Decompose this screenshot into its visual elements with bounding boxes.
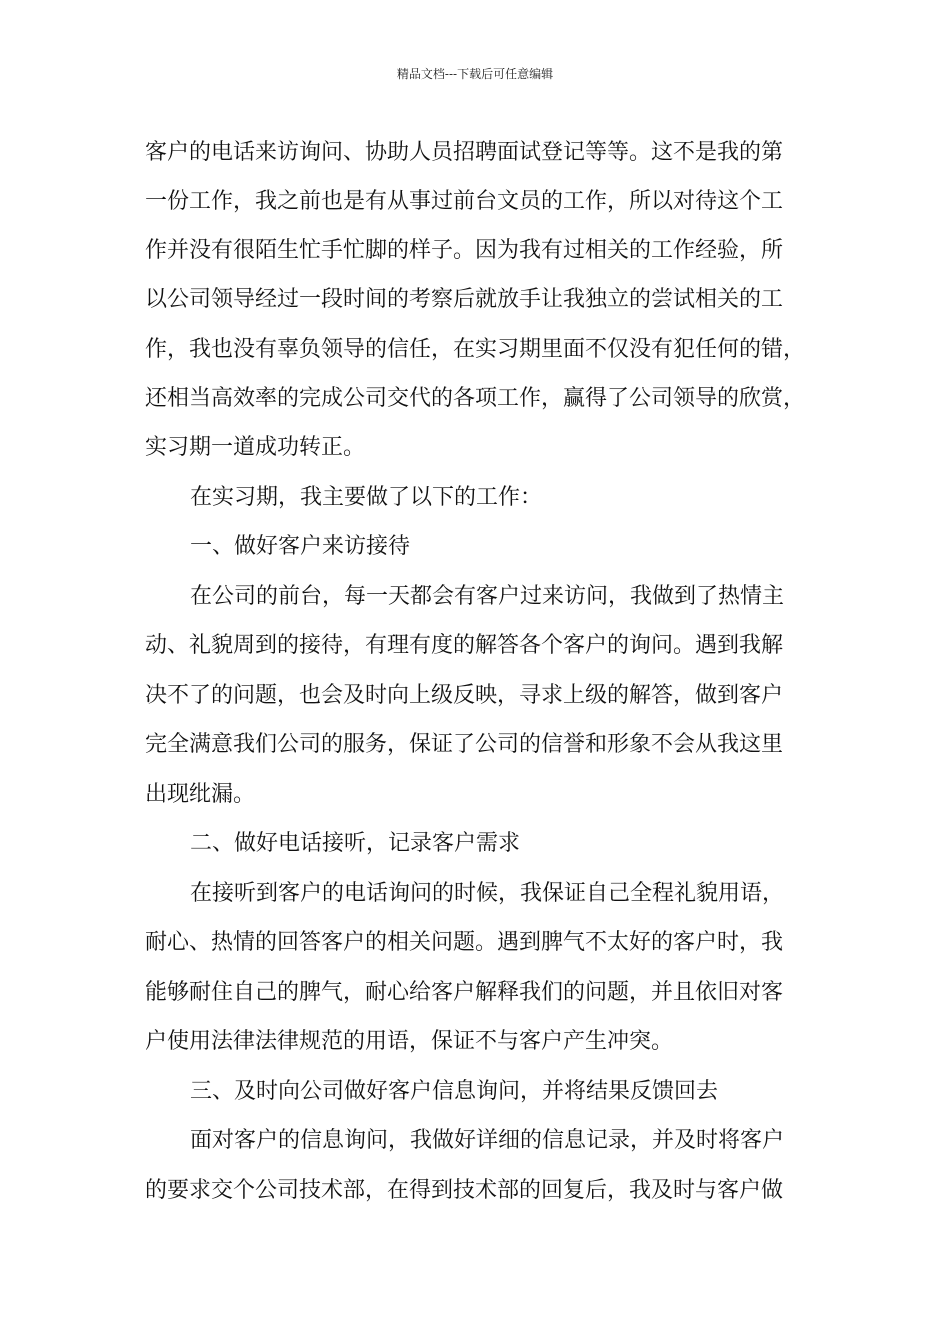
body-text-line: 作，我也没有辜负领导的信任，在实习期里面不仅没有犯任何的错，: [145, 337, 806, 362]
body-text-line: 能够耐住自己的脾气，耐心给客户解释我们的问题，并且依旧对客: [145, 980, 784, 1005]
body-text-line: 决不了的问题，也会及时向上级反映，寻求上级的解答，做到客户: [145, 683, 784, 708]
section-heading-3: 三、及时向公司做好客户信息询问，并将结果反馈回去: [190, 1079, 719, 1104]
body-text-line: 在接听到客户的电话询问的时候，我保证自己全程礼貌用语，: [190, 881, 785, 906]
body-text-line: 的要求交个公司技术部，在得到技术部的回复后，我及时与客户做: [145, 1178, 784, 1203]
section-heading-1: 一、做好客户来访接待: [190, 534, 411, 559]
body-text-line: 作并没有很陌生忙手忙脚的样子。因为我有过相关的工作经验，所: [145, 238, 784, 263]
body-text-line: 完全满意我们公司的服务，保证了公司的信誉和形象不会从我这里: [145, 732, 784, 757]
body-text-line: 耐心、热情的回答客户的相关问题。遇到脾气不太好的客户时，我: [145, 930, 784, 955]
body-text-line: 面对客户的信息询问，我做好详细的信息记录，并及时将客户: [190, 1128, 785, 1153]
body-text-line: 户使用法律法律规范的用语，保证不与客户产生冲突。: [145, 1029, 674, 1054]
body-text-line: 还相当高效率的完成公司交代的各项工作，赢得了公司领导的欣赏，: [145, 386, 806, 411]
body-text-line: 一份工作，我之前也是有从事过前台文员的工作，所以对待这个工: [145, 189, 784, 214]
intro-line: 在实习期，我主要做了以下的工作：: [190, 485, 543, 510]
body-text-line: 实习期一道成功转正。: [145, 435, 366, 460]
body-text-line: 动、礼貌周到的接待，有理有度的解答各个客户的询问。遇到我解: [145, 633, 784, 658]
body-text-line: 客户的电话来访询问、协助人员招聘面试登记等等。这不是我的第: [145, 140, 784, 165]
section-heading-2: 二、做好电话接听，记录客户需求: [190, 831, 521, 856]
body-text-line: 出现纰漏。: [145, 782, 256, 807]
page-header: 精品文档---下载后可任意编辑: [396, 67, 554, 81]
body-text-line: 以公司领导经过一段时间的考察后就放手让我独立的尝试相关的工: [145, 287, 784, 312]
body-text-line: 在公司的前台，每一天都会有客户过来访问，我做到了热情主: [190, 584, 785, 609]
